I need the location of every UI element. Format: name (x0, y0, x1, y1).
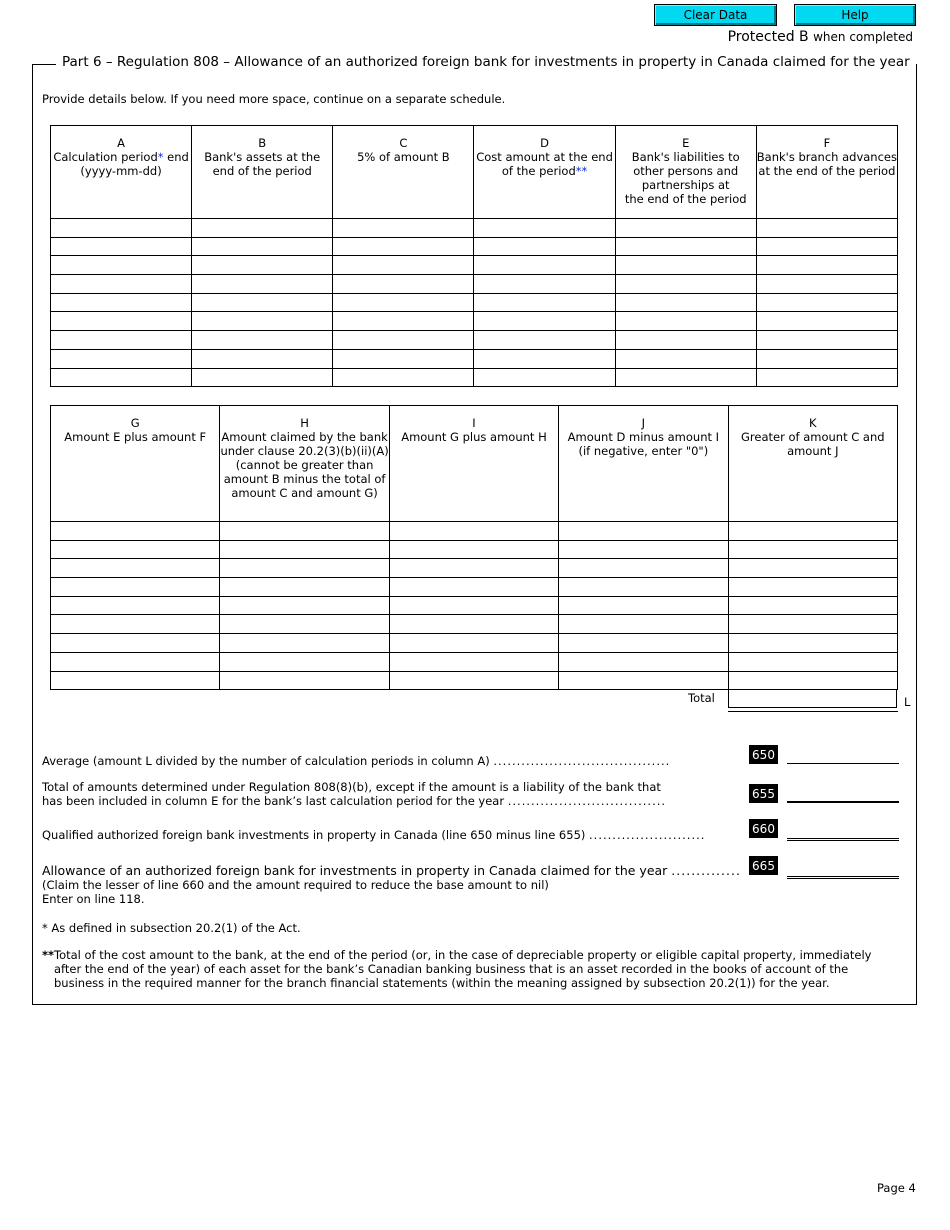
table1-cell[interactable] (474, 237, 615, 256)
table1-cell[interactable] (615, 349, 756, 368)
table1-cell[interactable] (192, 312, 333, 331)
table1-cell[interactable] (333, 237, 474, 256)
line-665-text (42, 864, 741, 906)
col-letter: I (472, 416, 476, 430)
table2-cell[interactable] (728, 652, 897, 671)
col-e-header (615, 126, 756, 219)
col-letter: E (682, 136, 690, 150)
table1-cell[interactable] (756, 312, 897, 331)
table-row (51, 256, 898, 275)
col-label-text: Cost amount at the end of the period (476, 150, 613, 178)
table-row (51, 237, 898, 256)
table2-cell[interactable] (728, 596, 897, 615)
total-underline (728, 711, 898, 712)
table2-cell[interactable] (559, 578, 728, 597)
table1-cell[interactable] (474, 331, 615, 350)
table2-cell[interactable] (220, 652, 389, 671)
col-k-header (728, 406, 897, 522)
table2-cell[interactable] (728, 634, 897, 653)
leader-dots: ...................................... (493, 754, 671, 768)
table-row (51, 578, 898, 597)
table-row (51, 540, 898, 559)
table1-cell[interactable] (615, 312, 756, 331)
table1-cell[interactable] (51, 293, 192, 312)
col-letter: J (641, 416, 646, 430)
table1-cell[interactable] (192, 256, 333, 275)
table2-cell[interactable] (559, 596, 728, 615)
table1-cell[interactable] (51, 256, 192, 275)
table2-cell[interactable] (220, 559, 389, 578)
footnote-double-asterisk: Total of the cost amount to the bank, at the end of the period (or, in the case of depreciable property or eligible capital property, immediately after the end of the year) of each asset for the bank’s Canadian banking business that is an asset recorded in the books of account of the business in the required manner for the branch financial statements (within the meaning assigned by subsection 20.2(1)) for the year. (54, 948, 872, 990)
col-letter: D (540, 136, 549, 150)
col-d-header (474, 126, 615, 219)
col-label: Greater of amount C and amount J (740, 430, 885, 458)
table1-cell[interactable] (615, 237, 756, 256)
table1-cell[interactable] (474, 256, 615, 275)
double-asterisk-mark: ** (575, 164, 588, 178)
col-letter: A (117, 136, 126, 150)
line-660-label: Qualified authorized foreign bank investments in property in Canada (line 650 minus line 655) (42, 828, 586, 842)
line-655-label: Total of amounts determined under Regulation 808(8)(b), except if the amount is a liability of the bank that (42, 780, 661, 794)
col-i-header (389, 406, 558, 522)
table1-cell[interactable] (333, 312, 474, 331)
table2-cell[interactable] (389, 671, 558, 690)
table1-cell[interactable] (333, 293, 474, 312)
col-label: Bank's branch advances at the end of the period (756, 150, 897, 178)
leader-dots: .................................. (507, 794, 667, 808)
table2-cell[interactable] (51, 671, 220, 690)
col-label: Amount E plus amount F (64, 430, 207, 444)
table2-cell[interactable] (728, 671, 897, 690)
table-row (51, 559, 898, 578)
table-row (51, 368, 898, 387)
table1-cell[interactable] (51, 219, 192, 238)
table2-cell[interactable] (728, 615, 897, 634)
table1-cell[interactable] (756, 331, 897, 350)
table1-cell[interactable] (474, 312, 615, 331)
table1-cell[interactable] (756, 293, 897, 312)
col-label: Bank's liabilities to other persons and partnerships at (631, 150, 740, 192)
col-letter: K (809, 416, 817, 430)
line-655-text (42, 780, 666, 808)
line-code-650: 650 (749, 745, 778, 764)
table2-cell[interactable] (389, 540, 558, 559)
protected-main: Protected B (727, 29, 809, 45)
col-letter: G (130, 416, 140, 430)
table1-cell[interactable] (51, 312, 192, 331)
table2-cell[interactable] (559, 559, 728, 578)
table2-cell[interactable] (389, 634, 558, 653)
col-b-header (192, 126, 333, 219)
table1-cell[interactable] (333, 256, 474, 275)
table2-cell[interactable] (559, 540, 728, 559)
table1-cell[interactable] (333, 331, 474, 350)
col-label-text: end (167, 150, 189, 164)
amount-field-665[interactable] (787, 864, 899, 879)
table2-cell[interactable] (51, 540, 220, 559)
table1-cell[interactable] (474, 275, 615, 294)
table1-cell[interactable] (51, 368, 192, 387)
footnote-asterisk: * As defined in subsection 20.2(1) of the Act. (42, 921, 301, 935)
table1-cell[interactable] (615, 293, 756, 312)
col-label: Amount G plus amount H (401, 430, 547, 444)
table1-cell[interactable] (474, 219, 615, 238)
table1-cell[interactable] (51, 237, 192, 256)
table1-cell[interactable] (756, 237, 897, 256)
table1-cell[interactable] (192, 349, 333, 368)
line-655-label-2: has been included in column E for the bank’s last calculation period for the year (42, 794, 505, 808)
table-row (51, 275, 898, 294)
table-row (51, 652, 898, 671)
table1-cell[interactable] (474, 368, 615, 387)
table2-cell[interactable] (728, 578, 897, 597)
amount-field-650[interactable] (787, 749, 899, 764)
table2-cell[interactable] (389, 559, 558, 578)
col-a-header (51, 126, 192, 219)
amount-field-660[interactable] (787, 826, 899, 841)
instructions: Provide details below. If you need more space, continue on a separate schedule. (42, 92, 506, 106)
table2-cell[interactable] (220, 540, 389, 559)
table2-cell[interactable] (389, 652, 558, 671)
line-650-text (42, 754, 670, 768)
help-button[interactable]: Help (794, 4, 916, 26)
table2-cell[interactable] (728, 522, 897, 541)
col-j-header (559, 406, 728, 522)
col-c-header (333, 126, 474, 219)
table1-cell[interactable] (51, 275, 192, 294)
table1-cell[interactable] (192, 331, 333, 350)
part-title: Part 6 – Regulation 808 – Allowance of an authorized foreign bank for investments in property in Canada claimed for the year (56, 54, 916, 70)
col-label: Amount D minus amount I (567, 430, 720, 444)
table-row (51, 671, 898, 690)
table2-cell[interactable] (51, 522, 220, 541)
table-row (51, 331, 898, 350)
table2-cell[interactable] (220, 522, 389, 541)
table1-cell[interactable] (615, 219, 756, 238)
table2-cell[interactable] (559, 615, 728, 634)
protected-suffix: when completed (813, 30, 913, 44)
col-label: 5% of amount B (357, 150, 450, 164)
leader-dots: .............. (671, 863, 741, 878)
line-650-label: Average (amount L divided by the number of calculation periods in column A) (42, 754, 490, 768)
asterisk-mark: * (157, 150, 164, 164)
table1-cell[interactable] (333, 219, 474, 238)
table2-cell[interactable] (220, 615, 389, 634)
table1-cell[interactable] (615, 331, 756, 350)
col-f-header (756, 126, 897, 219)
table1-cell[interactable] (756, 256, 897, 275)
clear-data-button[interactable]: Clear Data (654, 4, 777, 26)
table1-cell[interactable] (192, 275, 333, 294)
table1-cell[interactable] (615, 275, 756, 294)
col-label (51, 150, 191, 164)
table1-cell[interactable] (333, 368, 474, 387)
table1-cell[interactable] (51, 349, 192, 368)
total-letter: L (904, 695, 911, 709)
col-letter: F (823, 136, 831, 150)
table1-cell[interactable] (192, 237, 333, 256)
table1-cell[interactable] (192, 293, 333, 312)
table2-cell[interactable] (51, 615, 220, 634)
col-label: Amount claimed by the bank under clause 20.2(3)(b)(ii)(A) (cannot be greater than amount B minus the total of amount C and amount G) (220, 430, 389, 500)
table1-cell[interactable] (474, 293, 615, 312)
table2-cell[interactable] (220, 634, 389, 653)
table-row (51, 634, 898, 653)
line-665-label: Allowance of an authorized foreign bank for investments in property in Canada claimed for the year (42, 863, 668, 878)
table2-cell[interactable] (51, 634, 220, 653)
table2-cell[interactable] (51, 559, 220, 578)
table2-cell[interactable] (220, 596, 389, 615)
footnote-double-asterisk-mark: ** (42, 948, 55, 962)
table2-cell[interactable] (220, 578, 389, 597)
table2-cell[interactable] (559, 634, 728, 653)
table1-cell[interactable] (192, 219, 333, 238)
leader-dots: ......................... (589, 828, 706, 842)
table-row (51, 219, 898, 238)
table2-cell[interactable] (51, 596, 220, 615)
amount-field-655[interactable] (787, 786, 899, 803)
table2-cell[interactable] (389, 578, 558, 597)
col-label: Bank's assets at the end of the period (204, 150, 321, 178)
table-row (51, 596, 898, 615)
table1-cell[interactable] (756, 368, 897, 387)
table-row (51, 293, 898, 312)
table-row (51, 615, 898, 634)
table1-cell[interactable] (51, 331, 192, 350)
col-label: (if negative, enter "0") (578, 444, 709, 458)
col-label (474, 150, 614, 178)
table1-cell[interactable] (756, 219, 897, 238)
col-label-text: Calculation period (53, 150, 158, 164)
line-code-655: 655 (749, 784, 778, 803)
table-row (51, 312, 898, 331)
table2-cell[interactable] (220, 671, 389, 690)
col-letter: B (258, 136, 267, 150)
table2-cell[interactable] (389, 596, 558, 615)
table-row (51, 349, 898, 368)
table1-cell[interactable] (333, 349, 474, 368)
table2-cell[interactable] (51, 652, 220, 671)
table2-cell[interactable] (728, 540, 897, 559)
table1-cell[interactable] (192, 368, 333, 387)
total-input[interactable] (728, 689, 897, 708)
table2-cell[interactable] (559, 522, 728, 541)
table1-cell[interactable] (615, 256, 756, 275)
total-label: Total (688, 691, 715, 705)
col-label-format: (yyyy-mm-dd) (80, 164, 162, 178)
line-code-660: 660 (749, 819, 778, 838)
table1-cell[interactable] (333, 275, 474, 294)
col-letter: C (399, 136, 408, 150)
col-g-header (51, 406, 220, 522)
line-665-note: (Claim the lesser of line 660 and the amount required to reduce the base amount to nil) (42, 878, 549, 892)
table-columns-g-k (50, 405, 898, 690)
col-h-header (220, 406, 389, 522)
table1-cell[interactable] (756, 349, 897, 368)
table1-cell[interactable] (615, 368, 756, 387)
table2-cell[interactable] (559, 671, 728, 690)
table2-cell[interactable] (389, 522, 558, 541)
line-665-enter: Enter on line 118. (42, 892, 145, 906)
table-row (51, 522, 898, 541)
col-label: the end of the period (624, 192, 747, 206)
page-number: Page 4 (877, 1181, 916, 1195)
line-code-665: 665 (749, 856, 778, 875)
table1-cell[interactable] (756, 275, 897, 294)
table2-cell[interactable] (559, 652, 728, 671)
table1-cell[interactable] (474, 349, 615, 368)
table-columns-a-f (50, 125, 898, 387)
table2-cell[interactable] (51, 578, 220, 597)
table2-cell[interactable] (389, 615, 558, 634)
col-letter: H (300, 416, 309, 430)
protected-b-label (728, 29, 913, 45)
line-660-text (42, 828, 705, 842)
table2-cell[interactable] (728, 559, 897, 578)
